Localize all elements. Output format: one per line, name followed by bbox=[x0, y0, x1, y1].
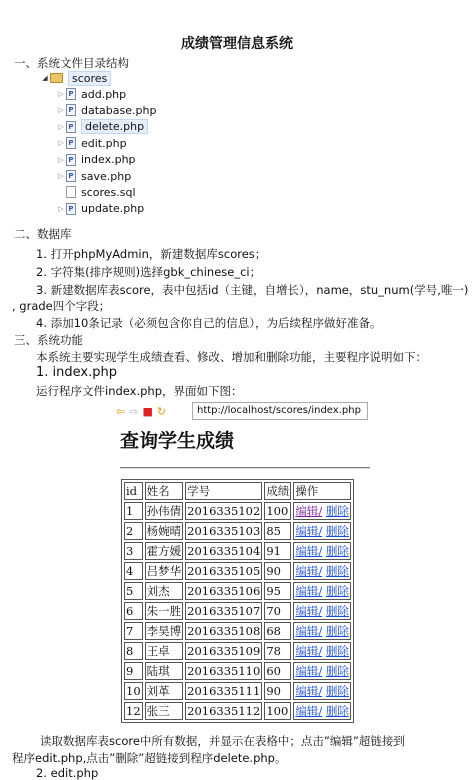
edit-link[interactable]: 编辑 bbox=[295, 564, 319, 578]
link-separator: / bbox=[318, 544, 323, 558]
db-step-1: 1. 打开phpMyAdmin，新建数据库scores； bbox=[36, 247, 267, 261]
expand-triangle-icon[interactable]: ◢ bbox=[42, 74, 48, 82]
delete-link[interactable]: 删除 bbox=[325, 604, 349, 618]
cell-student-number: 2016335110 bbox=[187, 664, 261, 678]
edit-link[interactable]: 编辑 bbox=[295, 544, 319, 558]
collapse-triangle-icon[interactable]: ▷ bbox=[58, 204, 64, 213]
section-1-heading: 一、系统文件目录结构 bbox=[14, 56, 129, 70]
edit-link[interactable]: 编辑 bbox=[295, 584, 319, 598]
stop-icon[interactable]: ■ bbox=[142, 404, 153, 418]
delete-link[interactable]: 删除 bbox=[325, 704, 349, 718]
cell-grade: 68 bbox=[264, 622, 291, 640]
cell-student-number: 2016335106 bbox=[187, 584, 261, 598]
php-file-icon: P bbox=[66, 104, 76, 116]
tree-file-row[interactable] bbox=[56, 201, 144, 217]
php-file-icon: P bbox=[66, 137, 76, 149]
tree-file-label: index.php bbox=[81, 153, 136, 167]
table-row bbox=[124, 502, 351, 520]
cell-actions bbox=[293, 542, 351, 560]
edit-link[interactable]: 编辑 bbox=[295, 644, 319, 658]
browser-screenshot bbox=[116, 400, 371, 725]
cell-id: 12 bbox=[126, 704, 141, 718]
index-explanation-line-1: 读取数据库表score中所有数据，并显示在表格中；点击”编辑”超链接到 bbox=[40, 734, 405, 748]
section-3-heading: 三、系统功能 bbox=[14, 333, 83, 347]
table-row bbox=[124, 682, 351, 700]
db-step-3-cont: , grade四个字段； bbox=[12, 299, 111, 313]
edit-link[interactable]: 编辑 bbox=[295, 684, 319, 698]
collapse-triangle-icon[interactable]: ▷ bbox=[58, 90, 64, 98]
table-header-row bbox=[124, 482, 351, 500]
cell-id: 7 bbox=[124, 622, 143, 640]
cell-actions bbox=[293, 522, 351, 540]
cell-name: 刘革 bbox=[145, 682, 184, 700]
cell-name: 孙伟倩 bbox=[146, 504, 182, 518]
tree-file-label: scores.sql bbox=[81, 185, 136, 199]
section-3-intro: 本系统主要实现学生成绩查看、修改、增加和删除功能，主要程序说明如下： bbox=[36, 350, 427, 364]
cell-actions bbox=[293, 582, 351, 600]
delete-link[interactable]: 删除 bbox=[325, 624, 349, 638]
tree-file-label: update.php bbox=[81, 202, 145, 216]
tree-file-label: delete.php bbox=[81, 119, 148, 134]
cell-id: 4 bbox=[124, 562, 143, 580]
tree-file-label: save.php bbox=[81, 169, 132, 183]
cell-student-number: 2016335103 bbox=[187, 524, 261, 538]
tree-file-row[interactable] bbox=[56, 102, 156, 118]
cell-id: 3 bbox=[124, 542, 143, 560]
cell-grade: 60 bbox=[264, 662, 291, 680]
cell-actions bbox=[293, 642, 351, 660]
cell-student-number: 2016335104 bbox=[187, 544, 261, 558]
collapse-triangle-icon[interactable]: ▷ bbox=[58, 155, 64, 164]
cell-student-number: 2016335105 bbox=[187, 564, 261, 578]
cell-student-number: 2016335108 bbox=[187, 624, 261, 638]
edit-link[interactable]: 编辑 bbox=[295, 624, 319, 638]
collapse-triangle-icon[interactable]: ▷ bbox=[58, 172, 64, 180]
cell-student-number: 2016335107 bbox=[187, 604, 261, 618]
edit-link[interactable]: 编辑 bbox=[295, 504, 319, 518]
php-file-icon: P bbox=[66, 154, 76, 166]
cell-id: 1 bbox=[124, 502, 143, 520]
page-heading: 查询学生成绩 bbox=[120, 430, 235, 452]
index-explanation-line-2: 程序edit.php,点击”删除”超链接到程序delete.php。 bbox=[12, 751, 287, 765]
db-step-4: 4. 添加10条记录（必须包含你自己的信息），为后续程序做好准备。 bbox=[36, 316, 382, 330]
link-separator: / bbox=[318, 584, 323, 598]
link-separator: / bbox=[318, 524, 323, 538]
collapse-triangle-icon[interactable]: ▷ bbox=[58, 106, 64, 115]
cell-name: 李昊博 bbox=[146, 624, 182, 638]
cell-student-number: 2016335102 bbox=[187, 504, 261, 518]
cell-id: 8 bbox=[124, 642, 143, 660]
cell-grade: 90 bbox=[264, 562, 291, 580]
cell-grade: 100 bbox=[264, 702, 291, 720]
cell-name: 张三 bbox=[145, 702, 184, 720]
db-step-2: 2. 字符集(排序规则)选择gbk_chinese_ci； bbox=[36, 265, 262, 279]
link-separator: / bbox=[318, 564, 323, 578]
cell-id: 2 bbox=[124, 522, 143, 540]
table-row bbox=[124, 582, 351, 600]
cell-actions bbox=[293, 662, 351, 680]
browser-toolbar bbox=[116, 400, 371, 422]
file-icon bbox=[66, 186, 76, 198]
cell-name: 霍方媛 bbox=[146, 544, 182, 558]
tree-file-row[interactable] bbox=[56, 168, 131, 184]
address-bar[interactable]: http://localhost/scores/index.php bbox=[192, 402, 368, 420]
cell-name: 刘杰 bbox=[145, 582, 184, 600]
table-row bbox=[124, 542, 351, 560]
table-row bbox=[124, 642, 351, 660]
cell-grade: 90 bbox=[264, 682, 291, 700]
table-row bbox=[124, 562, 351, 580]
delete-link[interactable]: 删除 bbox=[325, 664, 349, 678]
cell-student-number: 2016335109 bbox=[187, 644, 261, 658]
cell-name: 吕梦华 bbox=[146, 564, 182, 578]
cell-student-number: 2016335111 bbox=[187, 684, 261, 698]
link-separator: / bbox=[318, 704, 323, 718]
cell-grade: 91 bbox=[264, 542, 291, 560]
subsection-index-title: 1. index.php bbox=[36, 365, 117, 380]
edit-link[interactable]: 编辑 bbox=[295, 664, 319, 678]
table-row bbox=[124, 662, 351, 680]
subsection-edit-title: 2. edit.php bbox=[36, 766, 99, 780]
edit-link[interactable]: 编辑 bbox=[295, 604, 319, 618]
php-file-icon: P bbox=[66, 203, 76, 215]
tree-file-row[interactable] bbox=[56, 152, 136, 168]
collapse-triangle-icon[interactable]: ▷ bbox=[58, 122, 64, 131]
tree-root-row[interactable] bbox=[40, 70, 111, 86]
tree-file-row[interactable] bbox=[56, 119, 148, 135]
link-separator: / bbox=[318, 504, 323, 518]
scores-table bbox=[121, 479, 354, 723]
delete-link[interactable]: 删除 bbox=[325, 524, 349, 538]
forward-arrow-icon[interactable]: ⇨ bbox=[129, 404, 139, 418]
delete-link[interactable]: 删除 bbox=[325, 504, 349, 518]
table-row bbox=[124, 622, 351, 640]
php-file-icon: P bbox=[66, 88, 76, 100]
tree-file-label: edit.php bbox=[81, 136, 127, 150]
table-row bbox=[124, 602, 351, 620]
delete-link[interactable]: 删除 bbox=[325, 584, 349, 598]
link-separator: / bbox=[318, 684, 323, 698]
cell-name: 王卓 bbox=[145, 642, 184, 660]
php-file-icon: P bbox=[66, 170, 76, 182]
tree-file-row[interactable] bbox=[56, 184, 136, 200]
tree-root-label: scores bbox=[68, 71, 111, 86]
cell-actions bbox=[293, 622, 351, 640]
tree-file-row[interactable] bbox=[56, 135, 127, 151]
edit-link[interactable]: 编辑 bbox=[295, 524, 319, 538]
back-arrow-icon[interactable]: ⇦ bbox=[116, 404, 126, 418]
cell-name: 陆琪 bbox=[145, 662, 184, 680]
cell-id: 5 bbox=[124, 582, 143, 600]
tree-file-label: add.php bbox=[81, 87, 127, 101]
cell-actions bbox=[293, 602, 351, 620]
refresh-icon[interactable]: ↻ bbox=[156, 404, 167, 418]
table-row bbox=[124, 702, 351, 720]
header-grade: 成绩 bbox=[266, 484, 290, 498]
php-file-icon: P bbox=[66, 121, 76, 133]
cell-grade: 70 bbox=[264, 602, 291, 620]
cell-id: 9 bbox=[124, 662, 143, 680]
folder-icon bbox=[50, 73, 63, 83]
tree-file-row[interactable] bbox=[56, 86, 126, 102]
section-2-heading: 二、数据库 bbox=[14, 227, 72, 241]
cell-grade: 100 bbox=[264, 502, 291, 520]
header-name: 姓名 bbox=[145, 482, 184, 500]
tree-file-label: database.php bbox=[81, 103, 157, 117]
cell-actions bbox=[293, 562, 351, 580]
edit-link[interactable]: 编辑 bbox=[295, 704, 319, 718]
cell-name: 杨婉晴 bbox=[146, 524, 182, 538]
cell-actions bbox=[293, 702, 351, 720]
document-title: 成绩管理信息系统 bbox=[181, 36, 293, 52]
link-separator: / bbox=[318, 624, 323, 638]
link-separator: / bbox=[318, 604, 323, 618]
subsection-index-desc: 运行程序文件index.php，界面如下图： bbox=[36, 384, 243, 398]
cell-actions bbox=[293, 502, 351, 520]
delete-link[interactable]: 删除 bbox=[325, 544, 349, 558]
link-separator: / bbox=[318, 644, 323, 658]
cell-id: 6 bbox=[124, 602, 143, 620]
cell-id: 10 bbox=[126, 684, 141, 698]
header-id: id bbox=[124, 482, 143, 500]
header-student-number: 学号 bbox=[185, 482, 262, 500]
cell-actions bbox=[293, 682, 351, 700]
cell-grade: 85 bbox=[264, 522, 291, 540]
table-row bbox=[124, 522, 351, 540]
delete-link[interactable]: 删除 bbox=[325, 684, 349, 698]
delete-link[interactable]: 删除 bbox=[325, 644, 349, 658]
collapse-triangle-icon[interactable]: ▷ bbox=[58, 139, 64, 148]
horizontal-rule bbox=[120, 467, 370, 469]
delete-link[interactable]: 删除 bbox=[325, 564, 349, 578]
cell-student-number: 2016335112 bbox=[187, 704, 261, 718]
cell-grade: 78 bbox=[264, 642, 291, 660]
db-step-3: 3. 新建数据库表score，表中包括id（主键，自增长），name，stu_num(学号,唯一) bbox=[36, 283, 469, 297]
cell-grade: 95 bbox=[264, 582, 291, 600]
link-separator: / bbox=[318, 664, 323, 678]
header-actions: 操作 bbox=[293, 482, 351, 500]
cell-name: 朱一胜 bbox=[146, 604, 182, 618]
